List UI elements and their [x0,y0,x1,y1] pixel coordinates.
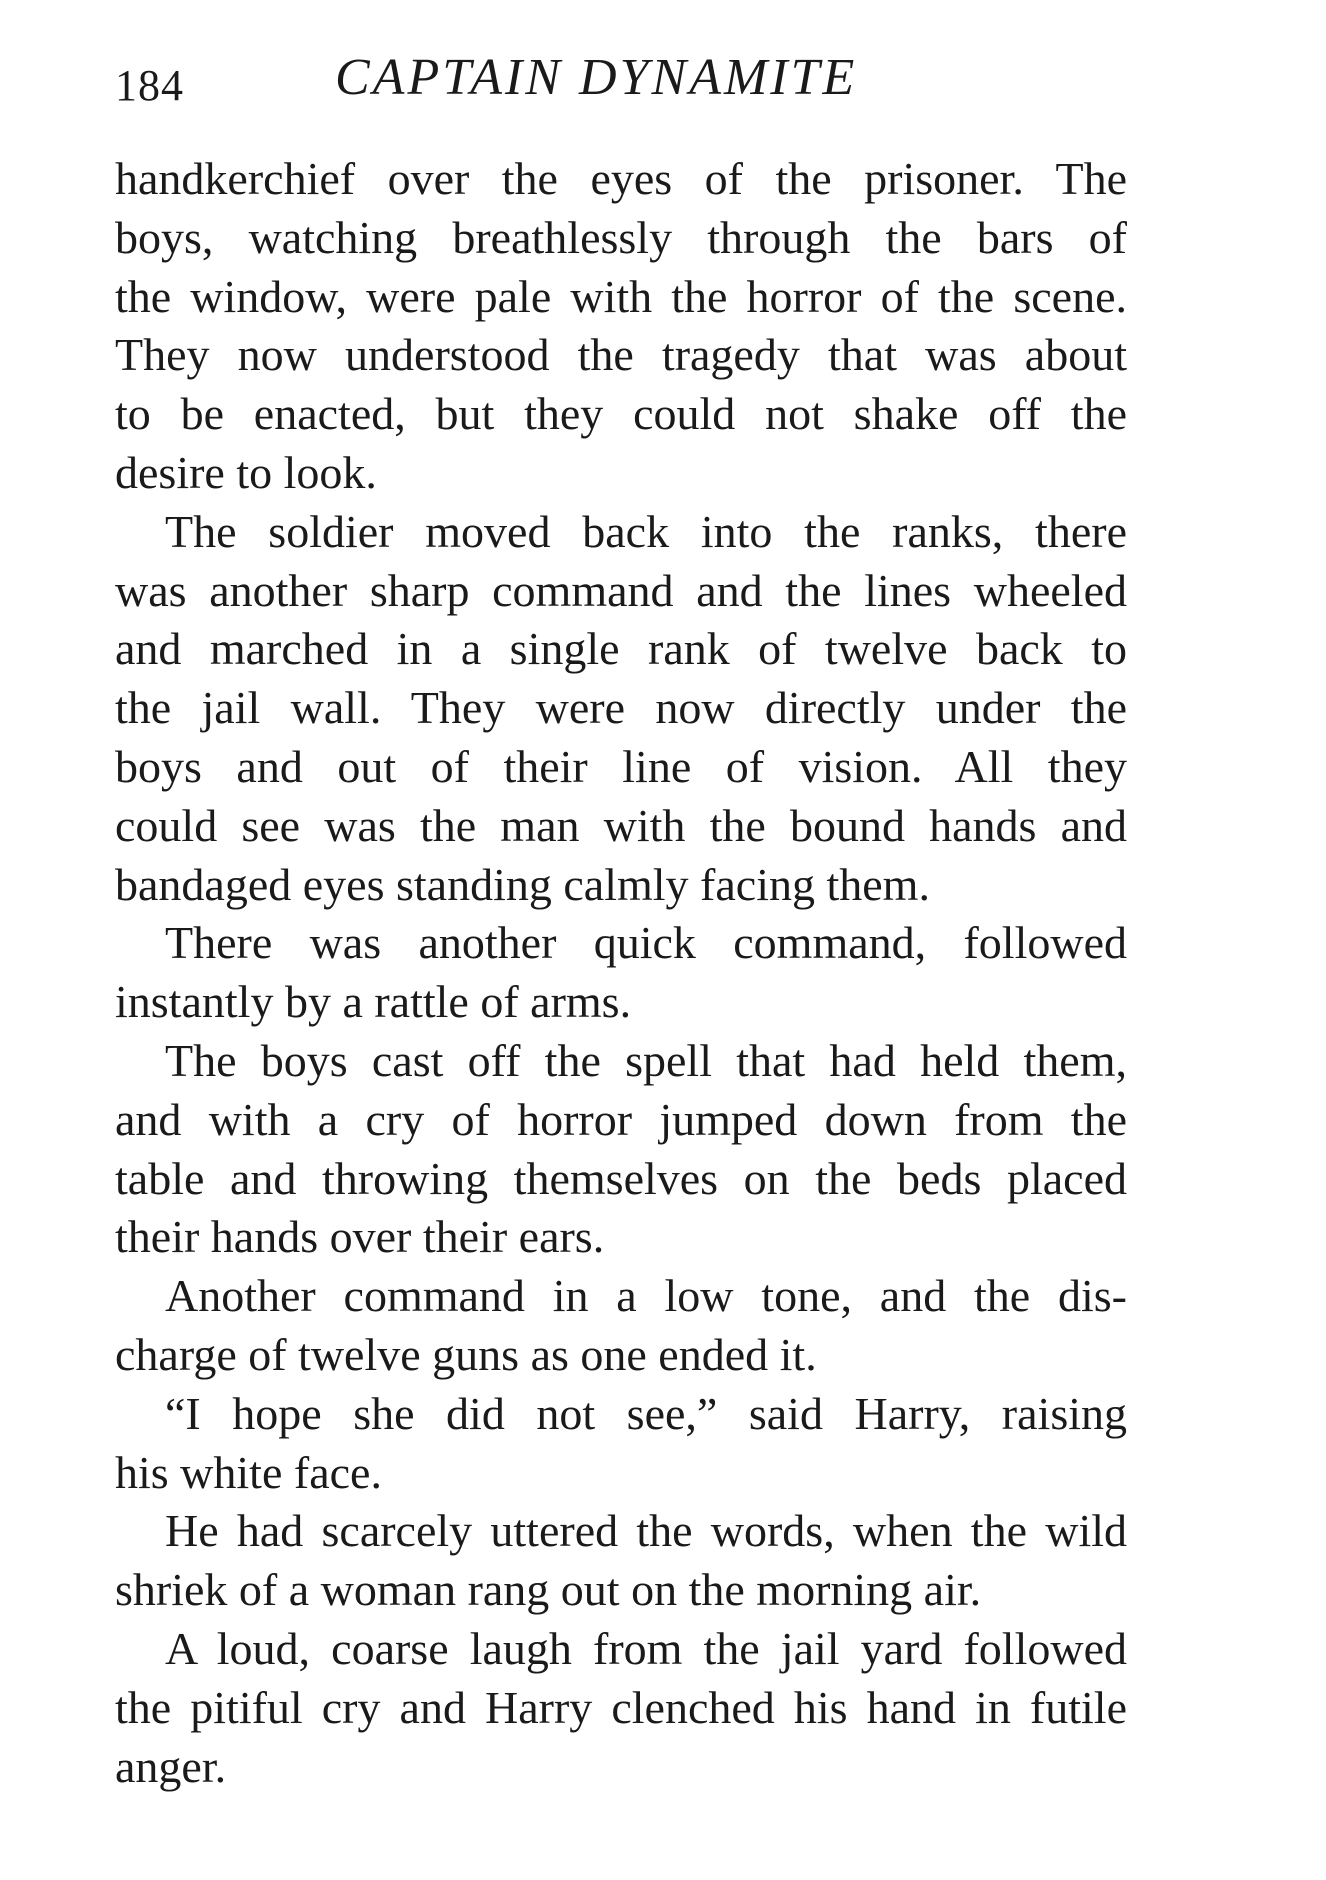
text-line: The soldier moved back into the ranks, there [165,505,1127,557]
page-header [115,48,1127,112]
paragraph [115,503,1127,915]
paragraph [115,1032,1127,1267]
text-line: He had scarcely uttered the words, when the wild [165,1505,1127,1557]
paragraph [115,150,1127,503]
text-line: his white face. [115,1446,382,1498]
text-line: The boys cast off the spell that had held them, [165,1034,1127,1086]
text-line: bandaged eyes standing calmly facing them. [115,858,930,910]
text-line: could see was the man with the bound hands and [115,799,1127,851]
paragraph [115,1267,1127,1385]
text-line: A loud, coarse laugh from the jail yard followed [165,1622,1127,1674]
text-line: There was another quick command, followed [165,917,1127,969]
text-line: charge of twelve guns as one ended it. [115,1328,817,1380]
page-number: 184 [115,61,184,110]
text-line: Another command in a low tone, and the dis- [165,1270,1127,1322]
text-line: “I hope she did not see,” said Harry, raising [165,1387,1127,1439]
text-line: They now understood the tragedy that was about [115,329,1127,381]
text-line: boys and out of their line of vision. All they [115,740,1127,792]
paragraph [115,914,1127,1032]
paragraph [115,1385,1127,1503]
body-text [115,150,1127,1796]
paragraph [115,1502,1127,1620]
paragraph [115,1620,1127,1796]
text-line: desire to look. [115,446,377,498]
text-line: their hands over their ears. [115,1211,605,1263]
text-line: the window, were pale with the horror of the scene. [115,270,1127,322]
text-line: was another sharp command and the lines wheeled [115,564,1127,616]
text-line: to be enacted, but they could not shake off the [115,388,1127,440]
text-line: and with a cry of horror jumped down from the [115,1093,1127,1145]
running-title: CAPTAIN DYNAMITE [335,49,858,106]
text-line: shriek of a woman rang out on the morning air. [115,1564,982,1616]
text-line: table and throwing themselves on the beds placed [115,1152,1127,1204]
text-line: and marched in a single rank of twelve back to [115,623,1127,675]
text-line: handkerchief over the eyes of the prisoner. The [115,153,1127,204]
text-line: instantly by a rattle of arms. [115,976,632,1028]
text-line: anger. [115,1740,227,1792]
text-line: boys, watching breathlessly through the bars of [115,211,1127,263]
text-line: the pitiful cry and Harry clenched his hand in futile [115,1681,1127,1733]
text-line: the jail wall. They were now directly under the [115,682,1127,734]
